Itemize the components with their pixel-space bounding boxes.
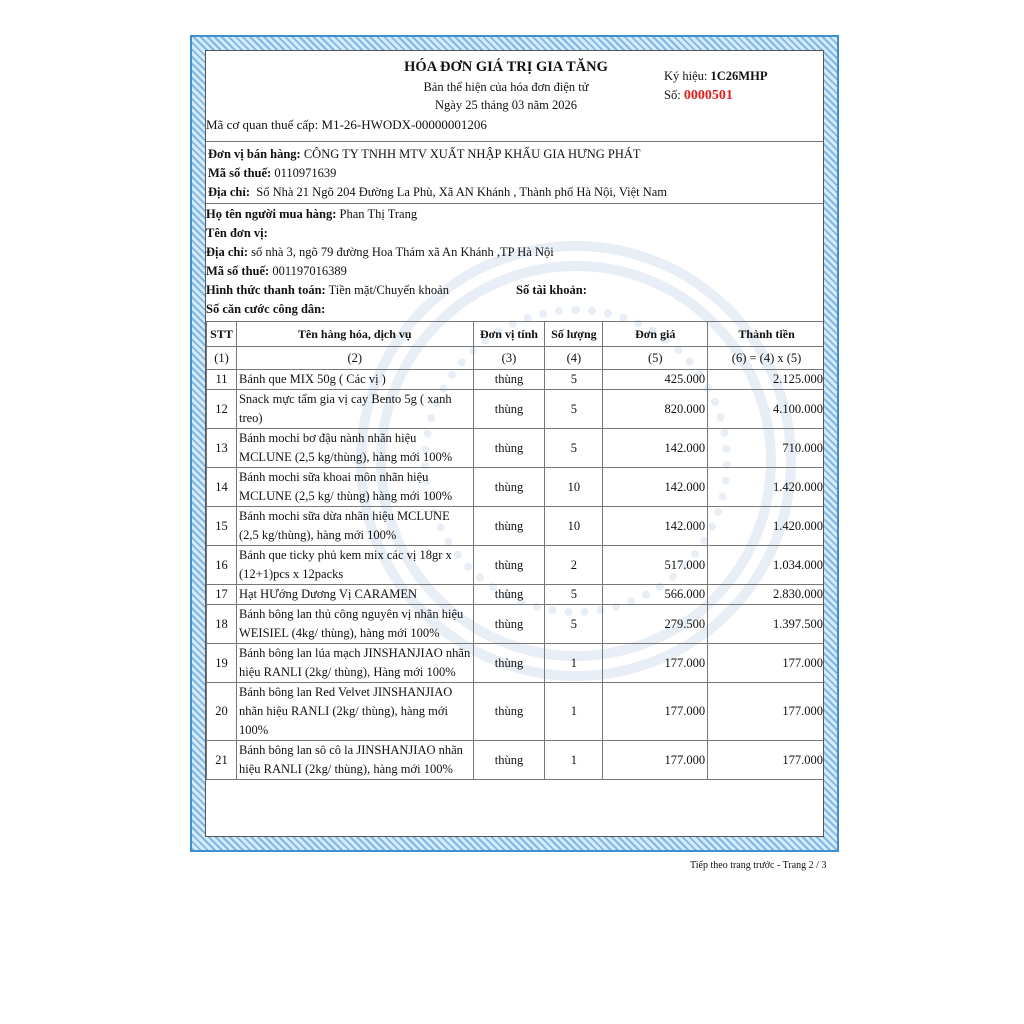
row-unit-price: 566.000	[603, 585, 708, 605]
row-total: 177.000	[708, 644, 824, 683]
invoice-border	[190, 35, 839, 852]
row-total: 1.420.000	[708, 468, 824, 507]
row-stt: 18	[207, 605, 237, 644]
invoice-number: Số: 0000501	[664, 88, 733, 103]
table-row	[207, 390, 825, 429]
row-item-name: Snack mực tẩm gia vị cay Bento 5g ( xanh treo)	[236, 390, 473, 429]
row-unit: thùng	[473, 741, 545, 780]
row-unit: thùng	[473, 370, 545, 390]
table-row	[207, 370, 825, 390]
row-unit-price: 279.500	[603, 605, 708, 644]
row-unit: thùng	[473, 683, 545, 741]
row-unit-price: 177.000	[603, 741, 708, 780]
table-row	[207, 429, 825, 468]
row-quantity: 1	[545, 741, 603, 780]
row-unit-price: 142.000	[603, 429, 708, 468]
page-footer: Tiếp theo trang trước - Trang 2 / 3	[690, 860, 827, 871]
row-total: 1.420.000	[708, 507, 824, 546]
row-total: 177.000	[708, 741, 824, 780]
column-index: (5)	[603, 347, 708, 370]
column-header: Đơn giá	[603, 322, 708, 347]
row-unit: thùng	[473, 546, 545, 585]
row-total: 4.100.000	[708, 390, 824, 429]
seller-name: Đơn vị bán hàng: CÔNG TY TNHH MTV XUẤT NHẬP KHẨU GIA HƯNG PHÁT	[208, 147, 641, 161]
row-stt: 21	[207, 741, 237, 780]
row-unit: thùng	[473, 390, 545, 429]
buyer-name: Họ tên người mua hàng: Phan Thị Trang	[206, 207, 418, 221]
seller-tax: Mã số thuế: 0110971639	[208, 166, 337, 180]
row-total: 1.397.500	[708, 605, 824, 644]
row-item-name: Bánh bông lan thủ công nguyên vị nhãn hiệu WEISIEL (4kg/ thùng), hàng mới 100%	[236, 605, 473, 644]
row-quantity: 5	[545, 585, 603, 605]
buyer-address: Địa chỉ: số nhà 3, ngõ 79 đường Hoa Thám xã An Khánh ,TP Hà Nội	[206, 245, 554, 259]
row-stt: 20	[207, 683, 237, 741]
row-unit-price: 177.000	[603, 644, 708, 683]
row-total: 2.125.000	[708, 370, 824, 390]
row-total: 710.000	[708, 429, 824, 468]
row-stt: 13	[207, 429, 237, 468]
row-stt: 12	[207, 390, 237, 429]
column-header: Số lượng	[545, 322, 603, 347]
row-item-name: Bánh mochi sữa dừa nhãn hiệu MCLUNE (2,5 kg/thùng), hàng mới 100%	[236, 507, 473, 546]
row-stt: 19	[207, 644, 237, 683]
row-unit-price: 517.000	[603, 546, 708, 585]
row-stt: 15	[207, 507, 237, 546]
buyer-tax: Mã số thuế: 001197016389	[206, 264, 347, 278]
column-index: (4)	[545, 347, 603, 370]
citizen-id: Số căn cước công dân:	[206, 302, 326, 316]
row-stt: 14	[207, 468, 237, 507]
account-number: Số tài khoản:	[516, 283, 587, 297]
invoice-subtitle: Bản thể hiện của hóa đơn điện tử	[423, 80, 589, 94]
row-unit: thùng	[473, 605, 545, 644]
column-index: (6) = (4) x (5)	[708, 347, 824, 370]
row-quantity: 5	[545, 370, 603, 390]
row-quantity: 5	[545, 429, 603, 468]
invoice-symbol: Ký hiệu: 1C26MHP	[664, 69, 768, 83]
row-unit-price: 820.000	[603, 390, 708, 429]
row-quantity: 1	[545, 644, 603, 683]
seller-address: Địa chỉ: Số Nhà 21 Ngõ 204 Đường La Phù, Xã AN Khánh , Thành phố Hà Nội, Việt Nam	[208, 185, 668, 199]
row-unit: thùng	[473, 507, 545, 546]
row-item-name: Bánh bông lan sô cô la JINSHANJIAO nhãn hiệu RANLI (2kg/ thùng), hàng mới 100%	[236, 741, 473, 780]
row-unit: thùng	[473, 468, 545, 507]
table-row	[207, 741, 825, 780]
table-row	[207, 644, 825, 683]
row-item-name: Bánh que ticky phủ kem mix các vị 18gr x (12+1)pcs x 12packs	[236, 546, 473, 585]
invoice-page	[205, 50, 824, 837]
row-stt: 11	[207, 370, 237, 390]
column-index: (3)	[473, 347, 545, 370]
row-quantity: 5	[545, 390, 603, 429]
table-row	[207, 605, 825, 644]
column-index: (2)	[236, 347, 473, 370]
table-row	[207, 683, 825, 741]
column-header: Tên hàng hóa, dịch vụ	[236, 322, 473, 347]
table-row	[207, 546, 825, 585]
row-item-name: Bánh que MIX 50g ( Các vị )	[236, 370, 473, 390]
table-row	[207, 585, 825, 605]
row-item-name: Bánh mochi sữa khoai môn nhãn hiệu MCLUNE (2,5 kg/ thùng) hàng mới 100%	[236, 468, 473, 507]
row-unit: thùng	[473, 585, 545, 605]
invoice-title: HÓA ĐƠN GIÁ TRỊ GIA TĂNG	[404, 59, 608, 75]
row-total: 177.000	[708, 683, 824, 741]
row-item-name: Bánh mochi bơ đậu nành nhãn hiệu MCLUNE (2,5 kg/thùng), hàng mới 100%	[236, 429, 473, 468]
row-quantity: 2	[545, 546, 603, 585]
column-index: (1)	[207, 347, 237, 370]
row-quantity: 5	[545, 605, 603, 644]
column-header: STT	[207, 322, 237, 347]
table-row	[207, 507, 825, 546]
row-unit: thùng	[473, 429, 545, 468]
column-header: Đơn vị tính	[473, 322, 545, 347]
tax-authority-code: Mã cơ quan thuế cấp: M1-26-HWODX-00000001206	[206, 117, 487, 132]
row-stt: 16	[207, 546, 237, 585]
row-unit: thùng	[473, 644, 545, 683]
invoice-date: Ngày 25 tháng 03 năm 2026	[435, 98, 577, 112]
payment-method: Hình thức thanh toán: Tiền mặt/Chuyển khoản	[206, 283, 449, 297]
row-quantity: 10	[545, 468, 603, 507]
buyer-unit: Tên đơn vị:	[206, 226, 268, 240]
table-row	[207, 468, 825, 507]
items-table	[206, 321, 824, 780]
row-quantity: 1	[545, 683, 603, 741]
row-unit-price: 177.000	[603, 683, 708, 741]
row-unit-price: 142.000	[603, 507, 708, 546]
row-item-name: Hạt HƯớng Dương Vị CARAMEN	[236, 585, 473, 605]
row-total: 2.830.000	[708, 585, 824, 605]
row-item-name: Bánh bông lan lúa mạch JINSHANJIAO nhãn hiệu RANLI (2kg/ thùng), Hàng mới 100%	[236, 644, 473, 683]
row-stt: 17	[207, 585, 237, 605]
row-unit-price: 142.000	[603, 468, 708, 507]
row-item-name: Bánh bông lan Red Velvet JINSHANJIAO nhãn hiệu RANLI (2kg/ thùng), hàng mới 100%	[236, 683, 473, 741]
row-total: 1.034.000	[708, 546, 824, 585]
row-unit-price: 425.000	[603, 370, 708, 390]
row-quantity: 10	[545, 507, 603, 546]
column-header: Thành tiền	[708, 322, 824, 347]
